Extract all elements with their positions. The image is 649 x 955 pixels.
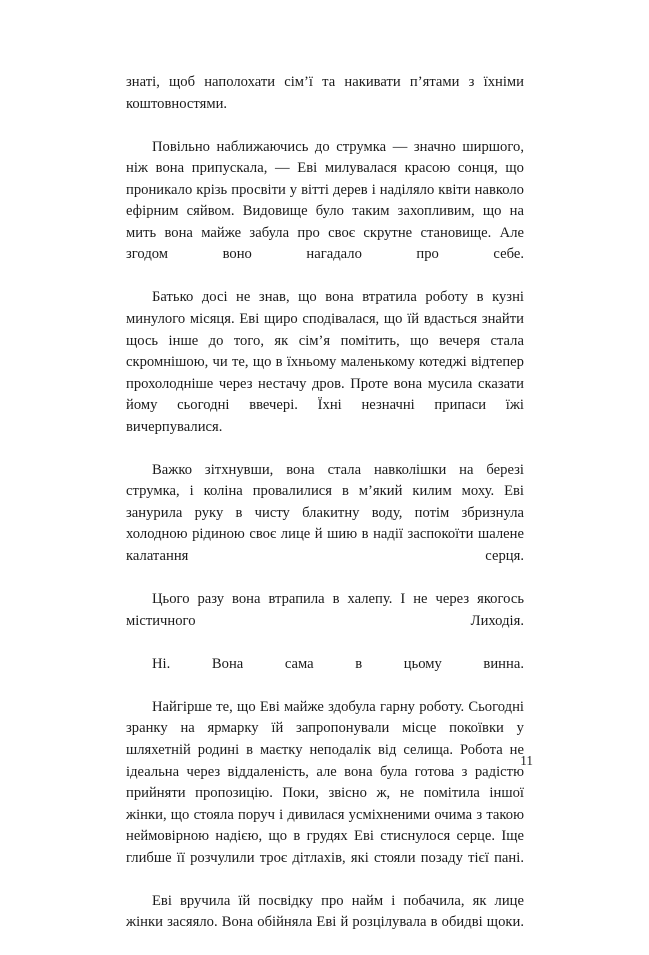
paragraph: Повільно наближаючись до струмка — значно ширшого, ніж вона припускала, — Еві милувалася красою сонця, що проникало крізь просвіти у вітті дерев і наділяло квіти навколо ефірним сяйвом. Видовище було таким захопливим, що на мить вона майже забула про своє скрутне становище. Але згодом воно нагадало про себе. <box>126 138 524 263</box>
paragraph: знаті, щоб наполохати сім’ї та накивати п’ятами з їхніми коштовностями. <box>126 74 524 112</box>
paragraph: Цього разу вона втрапила в халепу. І не через якогось містичного Лиходія. <box>126 591 524 629</box>
body-text <box>126 72 524 955</box>
paragraph: Ні. Вона сама в цьому винна. <box>152 655 524 672</box>
page-number: 11 <box>520 753 533 768</box>
paragraph: Найгірше те, що Еві майже здобула гарну роботу. Сьогодні зранку на ярмарку їй запропонували місце покоївки у шляхетній родині в маєтку неподалік від селища. Робота не ідеальна через віддаленість, але вона була готова з радістю прийняти пропозицію. Поки, звісно ж, не помітила іншої жінки, що стояла поруч і дивилася усміхненими очима з такою неймовірною надією, що в грудях Еві стиснулося серце. Іще глибше її розчулили троє дітлахів, які стояли позаду тієї пані. <box>126 698 524 866</box>
paragraph: Батько досі не знав, що вона втратила роботу в кузні минулого місяця. Еві щиро сподівалася, що їй вдасться знайти щось інше до того, як сім’я помітить, що вечеря стала скромнішою, чи те, що в їхньому маленькому котеджі відтепер прохолодніше через нестачу дров. Проте вона мусила сказати йому сьогодні ввечері. Їхні незначні припаси їжі вичерпувалися. <box>126 289 524 435</box>
paragraph: Еві вручила їй посвідку про найм і побачила, як лице жінки засяяло. Вона обійняла Еві й розцілувала в обидві щоки. <box>126 892 524 931</box>
paragraph: Важко зітхнувши, вона стала навколішки на березі струмка, і коліна провалилися в м’який килим моху. Еві занурила руку в чисту блакитну воду, потім збризнула холодною рідиною своє лице й шию в надії заспокоїти шалене калатання серця. <box>126 461 524 565</box>
